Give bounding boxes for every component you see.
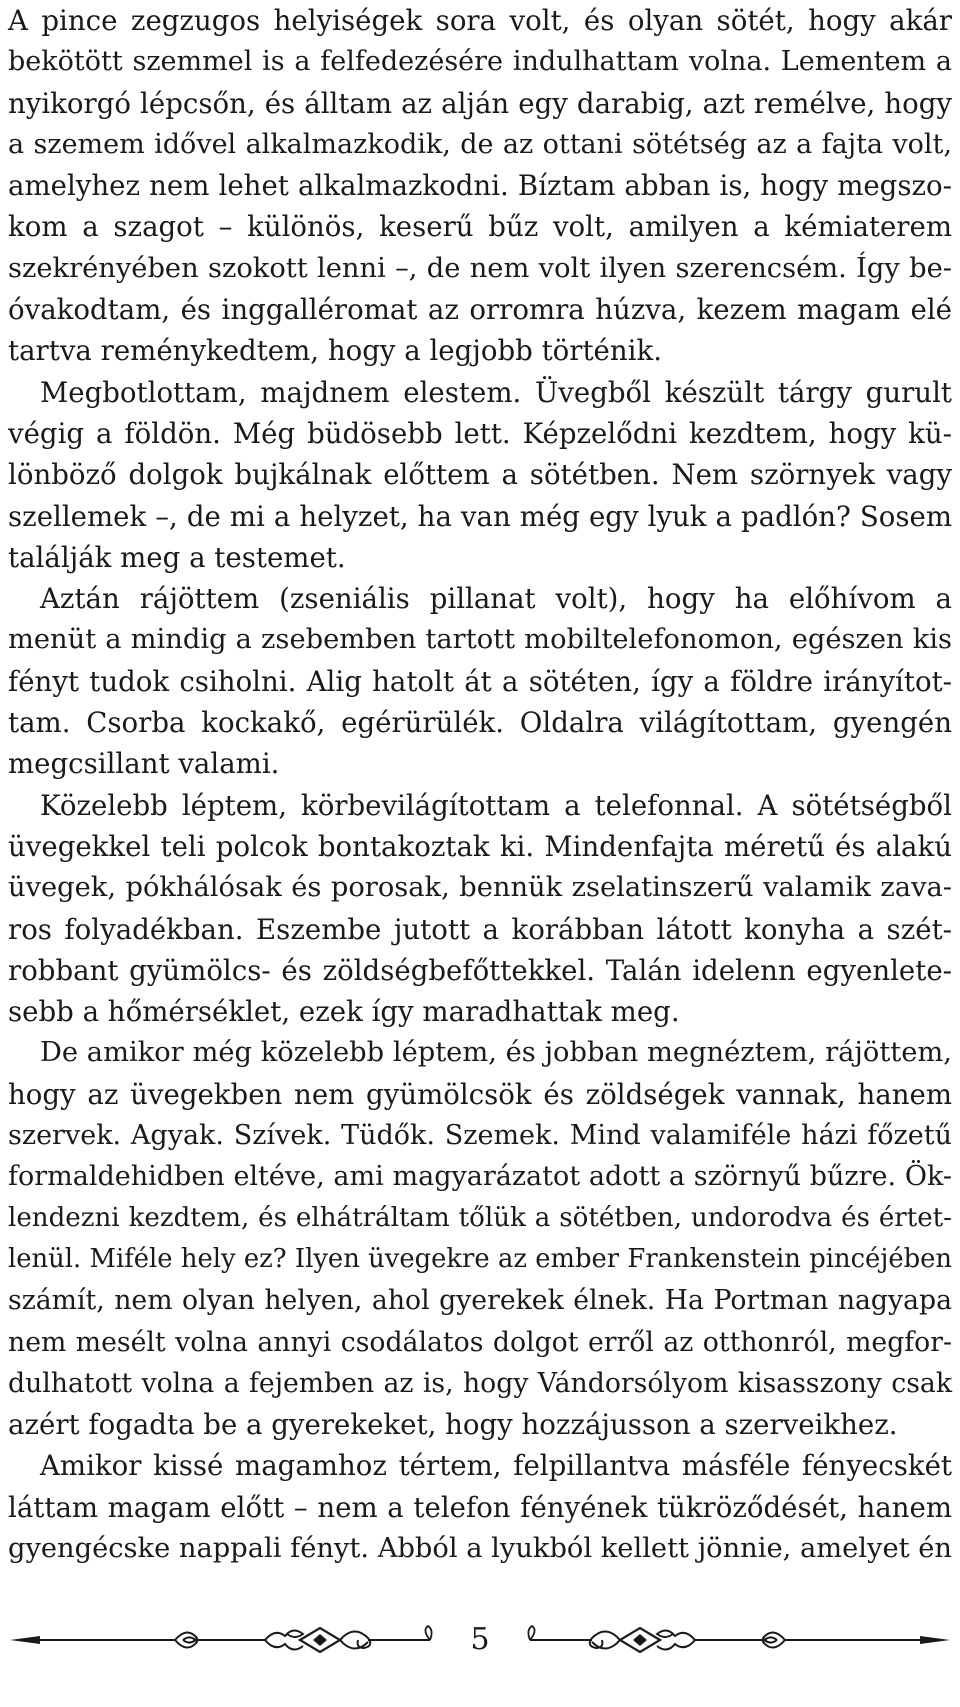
text-line: nem mesélt volna annyi csodálatos dolgot erről az otthonról, megfor- (8, 1326, 952, 1358)
text-line: amelyhez nem lehet alkalmazkodni. Bíztam abban is, hogy megszo- (8, 169, 952, 203)
text-line: láttam magam előtt – nem a telefon fényének tükröződését, hanem (8, 1490, 952, 1524)
text-line: lönböző dolgok bujkálnak előttem a sötétben. Nem szörnyek vagy (8, 458, 952, 492)
paragraph (8, 578, 952, 784)
text-line: lendezni kezdtem, és elhátráltam tőlük a sötétben, undorodva és értet- (8, 1202, 952, 1233)
text-line: üvegekkel teli polcok bontakoztak ki. Mindenfajta méretű és alakú (8, 829, 952, 863)
paragraph (8, 785, 952, 1033)
text-line: formaldehidben eltéve, ami magyarázatot adott a szörnyű bűzre. Ök- (8, 1161, 952, 1193)
text-line: sebb a hőmérséklet, ezek így maradhattak meg. (8, 995, 680, 1029)
text-line: szervek. Agyak. Szívek. Tüdők. Szemek. Mind valamiféle házi főzetű (8, 1120, 952, 1152)
text-line: Amikor kissé magamhoz tértem, felpillantva másféle fényecskét (40, 1449, 952, 1483)
text-line: megcsillant valami. (8, 747, 280, 781)
text-line: a szemem idővel alkalmazkodik, de az ottani sötétség az a fajta volt, (8, 128, 952, 160)
text-line: fényt tudok csiholni. Alig hatolt át a sötéten, így a földre irányítot- (8, 664, 952, 698)
text-line: dulhatott volna a fejemben az is, hogy Vándorsólyom kisasszony csak (8, 1367, 952, 1399)
text-line: kom a szagot – különös, keserű bűz volt, amilyen a kémiaterem (8, 210, 952, 244)
text-line: óvakodtam, és inggalléromat az orromra húzva, kezem magam elé (8, 293, 952, 327)
text-line: üvegek, pókhálósak és porosak, bennük zselatinszerű valamik zava- (8, 872, 952, 904)
paragraph (8, 0, 952, 372)
text-line: gyengécske nappali fényt. Abból a lyukból kellett jönnie, amelyet én (8, 1532, 952, 1564)
text-line: nyikorgó lépcsőn, és álltam az alján egy darabig, azt remélve, hogy (8, 86, 952, 120)
text-line: De amikor még közelebb léptem, és jobban megnéztem, rájöttem, (40, 1037, 952, 1069)
page-body (8, 0, 952, 1569)
text-line: azért fogadta be a gyerekeket, hogy hozzájusson a szerveikhez. (8, 1408, 898, 1442)
paragraph (8, 372, 952, 578)
text-line: Megbotlottam, majdnem elestem. Üvegből készült tárgy gurult (40, 375, 952, 409)
text-line: ros folyadékban. Eszembe jutott a korábban látott konyha a szét- (8, 912, 952, 946)
text-line: lenül. Miféle hely ez? Ilyen üvegekre az ember Frankenstein pincéjében (8, 1243, 952, 1274)
text-line: szekrényében szokott lenni –, de nem volt ilyen szerencsém. Így be- (8, 252, 952, 284)
page-footer (0, 1612, 960, 1672)
text-line: számít, nem olyan helyen, ahol gyerekek élnek. Ha Portman nagyapa (8, 1285, 952, 1317)
text-line: szellemek –, de mi a helyzet, ha van még egy lyuk a padlón? Sosem (8, 499, 952, 533)
text-line: menüt a mindig a zsebemben tartott mobiltelefonomon, egészen kis (8, 624, 952, 656)
paragraph (8, 1032, 952, 1445)
text-line: Aztán rájöttem (zseniális pillanat volt), hogy ha előhívom a (40, 582, 952, 616)
text-line: tam. Csorba kockakő, egérürülék. Oldalra világítottam, gyengén (8, 706, 952, 740)
text-line: A pince zegzugos helyiségek sora volt, és olyan sötét, hogy akár (8, 4, 952, 37)
paragraph (8, 1445, 952, 1569)
page-number: 5 (470, 1622, 490, 1657)
text-line: hogy az üvegekben nem gyümölcsök és zöldségek vannak, hanem (8, 1077, 952, 1111)
text-line: robbant gyümölcs- és zöldségbefőttekkel. Talán idelenn egyenlete- (8, 953, 952, 987)
text-line: bekötött szemmel is a felfedezésére indulhattam volna. Lementem a (8, 46, 952, 78)
text-line: találják meg a testemet. (8, 540, 346, 574)
text-line: Közelebb léptem, körbevilágítottam a telefonnal. A sötétségből (40, 788, 952, 822)
text-line: végig a földön. Még büdösebb lett. Képzelődni kezdtem, hogy kü- (8, 416, 952, 450)
text-line: tartva reménykedtem, hogy a legjobb történik. (8, 334, 662, 368)
